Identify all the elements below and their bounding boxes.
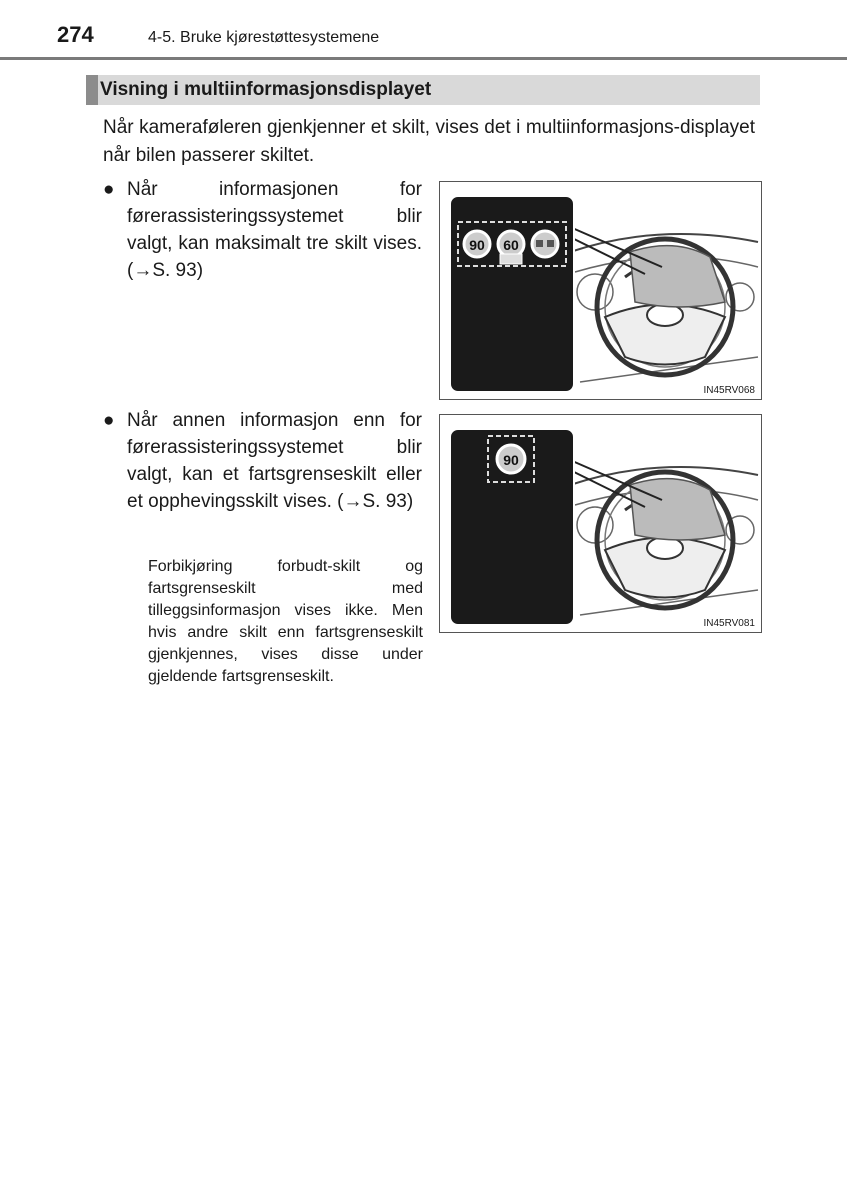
sign-layer [440,182,761,399]
bullet-dot: ● [103,410,115,431]
speed-sign-90 [464,231,490,257]
section-heading [86,75,760,105]
speed-sign-90 [497,445,525,473]
speed-sign-60 [498,231,524,264]
figure-dashboard-three-signs [439,181,762,400]
figure-code: IN45RV068 [703,385,755,396]
svg-text:90: 90 [503,452,519,468]
chapter-title: 4-5. Bruke kjørestøttesystemene [148,29,380,46]
section-accent [86,75,98,105]
bullet-item [103,407,425,547]
intro-paragraph: Når kameraføleren gjenkjenner et skilt, vises det i multiinformasjons-displayet når bilen passerer skiltet. [103,117,755,166]
svg-text:60: 60 [503,237,519,253]
bullet-text: Når annen informasjon enn for førerassisteringssystemet blir valgt, kan et fartsgrenseskilt eller et opphevingsskilt vises. (→S. 93) [127,410,422,512]
page-number: 274 [57,22,94,47]
bullet-item [103,176,425,296]
svg-text:90: 90 [469,237,485,253]
note-text: Forbikjøring forbudt-skilt og fartsgrenseskilt med tilleggsinformasjon vises ikke. Men hvis andre skilt enn fartsgrenseskilt gjenkjennes, vises disse under gjeldende fartsgrenseskilt. [148,558,423,685]
figure-dashboard-one-sign [439,414,762,633]
figure-code: IN45RV081 [703,618,755,629]
bullet-dot: ● [103,179,115,200]
no-overtaking-sign [532,231,558,257]
header-divider [0,57,847,60]
section-title: Visning i multiinformasjonsdisplayet [100,79,432,100]
sign-layer [440,415,761,632]
bullet-text: Når informasjonen for førerassisteringssystemet blir valgt, kan maksimalt tre skilt vises. (→S. 93) [127,179,422,281]
